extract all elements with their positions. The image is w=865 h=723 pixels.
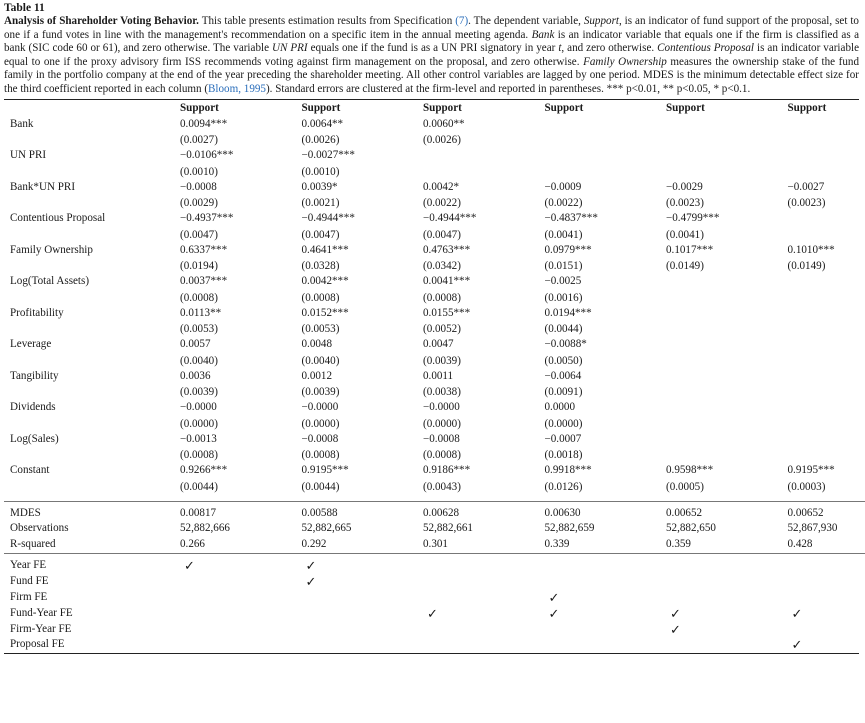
se-cell: (0.0029)	[180, 197, 218, 210]
se-row	[4, 479, 865, 495]
coef-cell	[666, 148, 788, 164]
se-cell: (0.0026)	[423, 134, 461, 147]
se-cell: (0.0041)	[666, 228, 704, 241]
coef-cell	[788, 117, 865, 133]
se-cell: (0.0052)	[423, 323, 461, 336]
coef-cell: 0.1010***	[787, 243, 835, 256]
se-cell	[545, 164, 667, 180]
stat-cell: 0.266	[180, 538, 205, 551]
se-cell: (0.0044)	[180, 480, 218, 493]
column-header: Support	[787, 101, 827, 114]
column-header: Support	[301, 101, 341, 114]
fe-label: Fund FE	[10, 574, 49, 587]
se-cell: (0.0328)	[301, 260, 340, 273]
se-cell	[666, 384, 788, 400]
se-cell	[666, 164, 788, 180]
coef-row	[4, 463, 865, 479]
se-cell	[788, 290, 865, 306]
se-cell: (0.0018)	[544, 449, 583, 462]
coef-cell	[788, 369, 865, 385]
coef-row	[4, 148, 865, 164]
coef-cell	[545, 148, 667, 164]
coef-cell	[545, 117, 667, 133]
stat-cell: 52,882,666	[180, 522, 230, 535]
se-cell: (0.0043)	[423, 480, 461, 493]
se-stub	[4, 290, 180, 306]
se-cell: (0.0008)	[301, 449, 340, 462]
column-header: Support	[666, 101, 705, 114]
coef-cell: 0.0041***	[423, 275, 471, 288]
coef-cell	[788, 432, 865, 448]
check-icon	[423, 558, 545, 574]
se-cell: (0.0008)	[423, 449, 461, 462]
coef-cell: 0.9195***	[787, 464, 835, 477]
se-cell: (0.0010)	[180, 165, 218, 178]
coef-cell: 0.9266***	[180, 464, 228, 477]
coef-cell: 0.9598***	[666, 464, 714, 477]
column-header: Support	[544, 101, 584, 114]
se-cell: (0.0022)	[544, 197, 583, 210]
se-cell: (0.0126)	[544, 480, 583, 493]
se-cell: (0.0022)	[423, 197, 461, 210]
fe-row	[4, 637, 865, 653]
se-row	[4, 321, 865, 337]
stat-cell: 0.00652	[666, 506, 703, 519]
se-cell	[666, 290, 788, 306]
check-icon	[666, 574, 788, 590]
se-cell: (0.0194)	[180, 260, 218, 273]
coef-cell: 0.4763***	[423, 243, 471, 256]
coef-cell: −0.4799***	[666, 212, 720, 225]
coef-cell	[666, 400, 788, 416]
se-stub	[4, 164, 180, 180]
coef-cell	[666, 306, 788, 322]
stat-cell: 0.00628	[423, 506, 460, 519]
coef-cell: −0.0027***	[301, 149, 355, 162]
se-cell: (0.0050)	[544, 354, 583, 367]
se-cell: (0.0039)	[301, 386, 340, 399]
se-row	[4, 227, 865, 243]
se-cell: (0.0047)	[423, 228, 461, 241]
stat-cell: 0.00652	[787, 506, 824, 519]
row-label: Log(Total Assets)	[10, 275, 90, 288]
coef-cell: 0.0094***	[180, 117, 228, 130]
caption-title: Analysis of Shareholder Voting Behavior.	[4, 15, 199, 27]
se-row	[4, 195, 865, 211]
coef-cell	[666, 274, 788, 290]
se-cell: (0.0044)	[301, 480, 340, 493]
regression-table	[4, 100, 865, 654]
table-label: Table 11	[4, 2, 45, 14]
row-label: Log(Sales)	[10, 432, 59, 445]
se-cell	[788, 447, 865, 463]
check-icon	[666, 590, 788, 606]
row-label: Leverage	[10, 338, 52, 351]
se-row	[4, 353, 865, 369]
se-cell: (0.0026)	[301, 134, 340, 147]
check-icon	[180, 606, 302, 622]
coef-cell	[666, 337, 788, 353]
se-stub	[4, 416, 180, 432]
coef-cell: 0.0155***	[423, 306, 471, 319]
check-icon: ✓	[670, 605, 681, 621]
coef-cell: −0.0008	[423, 432, 460, 445]
se-stub	[4, 479, 180, 495]
coef-cell: 0.0011	[423, 369, 454, 382]
row-label: Family Ownership	[10, 243, 93, 256]
coef-cell: −0.0025	[544, 275, 582, 288]
check-icon: ✓	[670, 621, 681, 637]
row-label: Constant	[10, 464, 50, 477]
spec-link[interactable]: (7)	[455, 15, 469, 27]
stat-row	[4, 506, 865, 522]
se-cell: (0.0000)	[301, 417, 340, 430]
coef-cell	[666, 369, 788, 385]
se-cell	[666, 416, 788, 432]
coef-cell: 0.0064**	[301, 117, 344, 130]
se-cell: (0.0039)	[423, 354, 461, 367]
se-cell: (0.0008)	[301, 291, 340, 304]
se-cell	[788, 353, 865, 369]
fe-label: Fund-Year FE	[10, 606, 73, 619]
check-icon: ✓	[305, 557, 317, 573]
stat-cell: 0.292	[301, 538, 327, 551]
se-cell: (0.0023)	[787, 197, 826, 210]
stat-cell: 0.428	[787, 538, 813, 551]
se-cell: (0.0000)	[423, 417, 461, 430]
fe-row	[4, 606, 865, 622]
se-cell: (0.0010)	[301, 165, 340, 178]
row-label: Contentious Proposal	[10, 212, 106, 225]
coef-cell	[423, 148, 545, 164]
se-cell: (0.0040)	[301, 354, 340, 367]
check-icon	[302, 590, 424, 606]
coef-cell: 0.6337***	[180, 243, 228, 256]
coef-cell	[788, 337, 865, 353]
se-cell: (0.0008)	[180, 449, 218, 462]
row-label: UN PRI	[10, 149, 47, 162]
column-header: Support	[180, 101, 219, 114]
citation-link[interactable]: Bloom, 1995	[208, 82, 266, 95]
stat-cell: 0.00630	[544, 506, 581, 519]
stat-cell: 0.301	[423, 538, 448, 551]
stat-cell: 52,882,659	[544, 522, 595, 535]
se-cell	[666, 321, 788, 337]
check-icon	[788, 622, 865, 638]
coef-cell	[788, 274, 865, 290]
coef-row	[4, 306, 865, 322]
coef-row	[4, 274, 865, 290]
fe-label: Year FE	[10, 558, 47, 571]
se-row	[4, 384, 865, 400]
se-row	[4, 416, 865, 432]
se-cell: (0.0027)	[180, 134, 218, 147]
coef-cell: −0.0008	[180, 180, 217, 193]
se-cell: (0.0008)	[423, 291, 461, 304]
coef-cell: 0.9918***	[544, 464, 592, 477]
se-cell	[788, 132, 865, 148]
stat-cell: 0.00817	[180, 506, 217, 519]
header-row	[4, 100, 865, 117]
se-row	[4, 447, 865, 463]
row-label: Dividends	[10, 401, 56, 414]
se-cell: (0.0053)	[301, 323, 340, 336]
coef-cell: 0.0039*	[301, 180, 338, 193]
coef-cell: 0.4641***	[301, 243, 349, 256]
coef-cell: 0.0036	[180, 369, 211, 382]
check-icon	[180, 590, 302, 606]
check-icon	[545, 637, 667, 653]
coef-cell: −0.0106***	[180, 149, 234, 162]
stat-cell: 52,882,665	[301, 522, 352, 535]
se-cell: (0.0008)	[180, 291, 218, 304]
check-icon	[545, 558, 667, 574]
check-icon: ✓	[791, 637, 803, 653]
stat-cell: 0.359	[666, 538, 691, 551]
coef-cell: −0.4944***	[301, 212, 355, 225]
check-icon: ✓	[548, 605, 560, 621]
header-stub	[4, 100, 180, 117]
stat-row	[4, 537, 865, 553]
se-cell	[666, 447, 788, 463]
coef-cell: −0.0000	[180, 401, 217, 414]
check-icon	[180, 622, 302, 638]
se-cell: (0.0149)	[787, 260, 826, 273]
check-icon	[423, 622, 545, 638]
se-cell	[788, 321, 865, 337]
coef-cell	[788, 400, 865, 416]
se-cell: (0.0003)	[787, 480, 826, 493]
stat-label: R-squared	[10, 538, 56, 551]
se-stub	[4, 132, 180, 148]
fe-label: Firm FE	[10, 590, 48, 603]
se-cell: (0.0091)	[544, 386, 583, 399]
coef-cell: −0.0007	[544, 432, 582, 445]
coef-cell: −0.0027	[787, 180, 825, 193]
check-icon: ✓	[791, 605, 803, 621]
coef-cell: −0.0013	[180, 432, 217, 445]
se-stub	[4, 353, 180, 369]
check-icon	[666, 558, 788, 574]
stat-cell: 0.339	[544, 538, 570, 551]
se-row	[4, 132, 865, 148]
column-header: Support	[423, 101, 462, 114]
se-cell: (0.0149)	[666, 260, 704, 273]
coef-row	[4, 117, 865, 133]
se-cell: (0.0000)	[544, 417, 583, 430]
row-label: Bank	[10, 117, 34, 130]
coef-cell: −0.0064	[544, 369, 582, 382]
stat-cell: 52,882,650	[666, 522, 716, 535]
check-icon	[180, 637, 302, 653]
fe-row	[4, 558, 865, 574]
se-stub	[4, 195, 180, 211]
check-icon: ✓	[184, 557, 195, 573]
se-cell: (0.0342)	[423, 260, 461, 273]
se-stub	[4, 384, 180, 400]
se-stub	[4, 447, 180, 463]
stat-label: Observations	[10, 522, 69, 535]
check-icon	[788, 590, 865, 606]
row-label: Tangibility	[10, 369, 59, 382]
check-icon	[545, 622, 667, 638]
se-cell: (0.0040)	[180, 354, 218, 367]
coef-row	[4, 369, 865, 385]
fe-row	[4, 574, 865, 590]
coef-cell: 0.0042***	[301, 275, 349, 288]
se-cell	[788, 164, 865, 180]
check-icon: ✓	[305, 573, 317, 589]
coef-row	[4, 211, 865, 227]
coef-cell: −0.0088*	[544, 338, 587, 351]
check-icon	[302, 637, 424, 653]
check-icon	[666, 637, 788, 653]
coef-row	[4, 432, 865, 448]
se-stub	[4, 227, 180, 243]
check-icon	[545, 574, 667, 590]
coef-cell: 0.0012	[301, 369, 333, 382]
check-icon	[423, 637, 545, 653]
coef-cell: −0.0009	[544, 180, 582, 193]
coef-cell: 0.1017***	[666, 243, 714, 256]
se-cell: (0.0016)	[544, 291, 583, 304]
se-cell: (0.0000)	[180, 417, 218, 430]
coef-cell	[666, 117, 788, 133]
coef-cell: 0.0152***	[301, 306, 349, 319]
coef-cell: 0.0048	[301, 338, 333, 351]
row-label: Profitability	[10, 306, 64, 319]
check-icon: ✓	[548, 589, 560, 605]
coef-cell: −0.4937***	[180, 212, 234, 225]
se-row	[4, 290, 865, 306]
stat-cell: 0.00588	[301, 506, 338, 519]
check-icon	[788, 558, 865, 574]
se-cell: (0.0023)	[666, 197, 704, 210]
coef-cell	[788, 148, 865, 164]
coef-cell: −0.0029	[666, 180, 703, 193]
fe-label: Proposal FE	[10, 638, 65, 651]
coef-cell: −0.0000	[423, 401, 460, 414]
coef-cell: 0.0113**	[180, 306, 222, 319]
se-cell	[788, 416, 865, 432]
se-row	[4, 164, 865, 180]
coef-row	[4, 180, 865, 196]
coef-cell: 0.0194***	[544, 306, 592, 319]
coef-cell: 0.0060**	[423, 117, 465, 130]
coef-cell: 0.0000	[544, 401, 576, 414]
coef-cell: −0.4944***	[423, 212, 477, 225]
stat-label: MDES	[10, 506, 41, 519]
stat-cell: 52,882,661	[423, 522, 473, 535]
coef-cell: 0.0979***	[544, 243, 592, 256]
table-caption: Analysis of Shareholder Voting Behavior. This table presents estimation results from Specification (7). The dependent variable, Support, is an indicator of fund support of the proposal, set to one if a fund votes in line with the management's recommendation on a specific item in the annual meeting agenda. Bank is an indicator variable that equals one if the firm is classified as a bank (SIC code 60 or 61), and zero otherwise. The variable UN PRI equals one if the fund is as a UN PRI signatory in year t, and zero otherwise. Contentious Proposal is an indicator variable equal to one if the proxy advisory firm ISS recommends voting against firm management on the proposal, and zero otherwise. Family Ownership measures the ownership stake of the fund family in the portfolio company at the end of the year preceding the shareholder meeting. All other control variables are lagged by one period. MDES is the minimum detectable effect size for the third coefficient reported in each column (Bloom, 1995). Standard errors are clustered at the firm-level and reported in parentheses. *** p<0.01, ** p<0.05, * p<0.1.	[4, 15, 860, 95]
se-cell	[423, 164, 545, 180]
coef-cell: 0.0047	[423, 338, 454, 351]
coef-row	[4, 337, 865, 353]
check-icon	[423, 574, 545, 590]
check-icon	[423, 590, 545, 606]
se-cell	[545, 132, 667, 148]
coef-cell	[788, 211, 865, 227]
se-cell	[666, 132, 788, 148]
coef-cell: 0.0057	[180, 338, 211, 351]
coef-row	[4, 243, 865, 259]
se-cell	[666, 353, 788, 369]
se-cell: (0.0021)	[301, 197, 340, 210]
stat-row	[4, 521, 865, 537]
coef-cell: −0.4837***	[544, 212, 598, 225]
se-cell: (0.0041)	[544, 228, 583, 241]
bottom-rule	[4, 653, 859, 654]
check-icon	[302, 606, 424, 622]
coef-cell: 0.0037***	[180, 275, 228, 288]
se-cell: (0.0053)	[180, 323, 218, 336]
se-cell: (0.0005)	[666, 480, 704, 493]
se-stub	[4, 258, 180, 274]
check-icon	[788, 574, 865, 590]
se-cell	[788, 227, 865, 243]
se-cell: (0.0047)	[301, 228, 340, 241]
se-cell: (0.0151)	[544, 260, 583, 273]
se-stub	[4, 321, 180, 337]
stat-cell: 52,867,930	[787, 522, 838, 535]
coef-cell: −0.0000	[301, 401, 339, 414]
coef-cell	[788, 306, 865, 322]
coef-cell: −0.0008	[301, 432, 339, 445]
fe-row	[4, 590, 865, 606]
row-label: Bank*UN PRI	[10, 180, 76, 193]
fe-row	[4, 622, 865, 638]
check-icon: ✓	[427, 605, 438, 621]
se-cell	[788, 384, 865, 400]
check-icon	[180, 574, 302, 590]
coef-cell	[666, 432, 788, 448]
coef-cell: 0.0042*	[423, 180, 460, 193]
fe-label: Firm-Year FE	[10, 622, 72, 635]
se-cell: (0.0044)	[544, 323, 583, 336]
se-cell: (0.0047)	[180, 228, 218, 241]
se-row	[4, 258, 865, 274]
coef-cell: 0.9195***	[301, 464, 349, 477]
se-cell: (0.0038)	[423, 386, 461, 399]
se-cell: (0.0039)	[180, 386, 218, 399]
check-icon	[302, 622, 424, 638]
coef-row	[4, 400, 865, 416]
coef-cell: 0.9186***	[423, 464, 471, 477]
